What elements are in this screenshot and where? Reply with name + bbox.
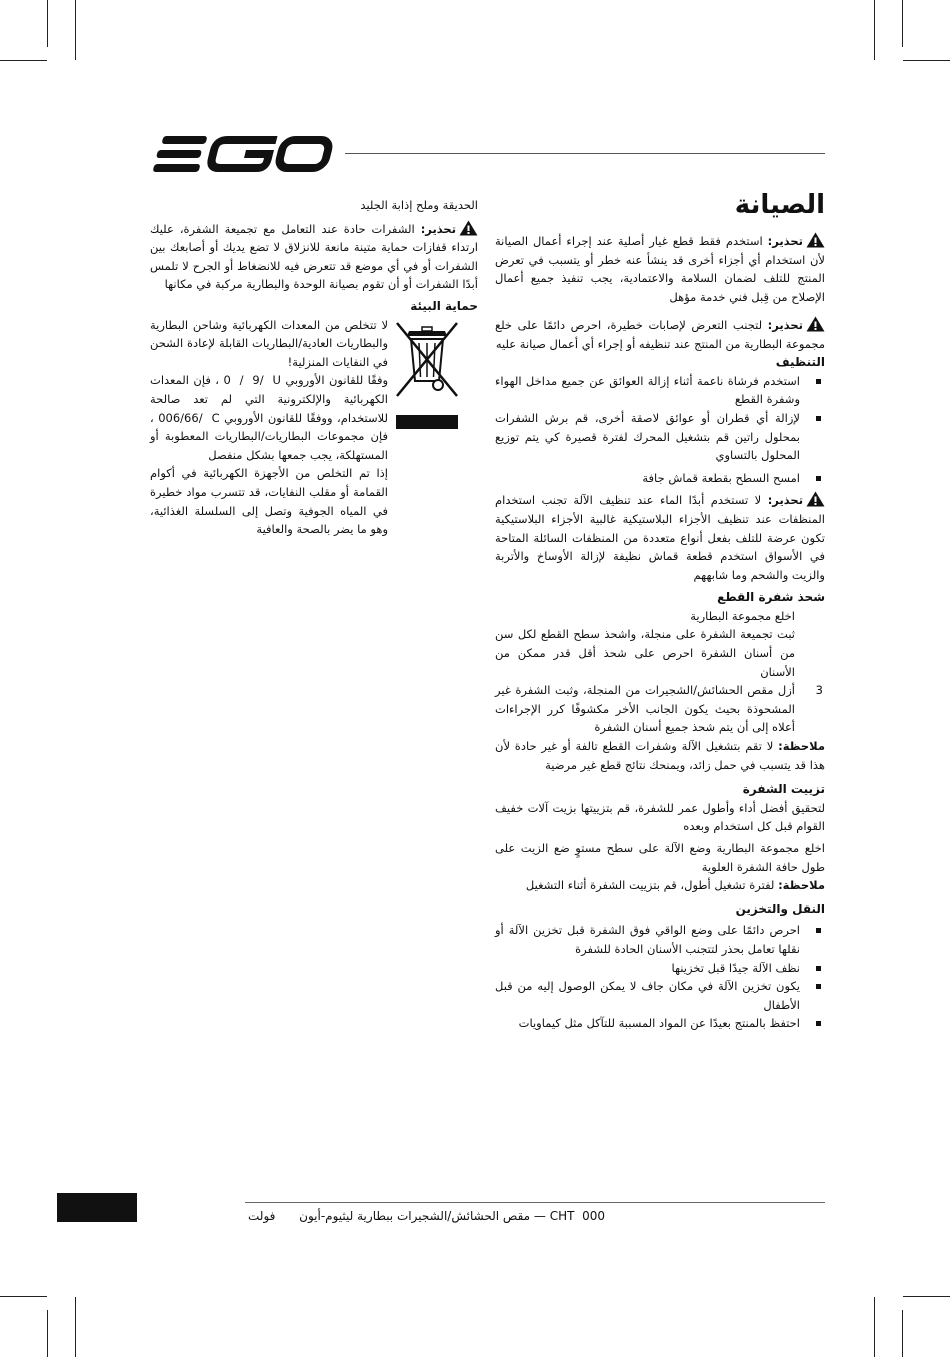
bullet-square-icon — [816, 928, 821, 933]
list-item — [495, 372, 825, 409]
lubrication-paragraph: لتحقيق أفضل أداء وأطول عمر للشفرة، قم بتزييتها بزيت آلات خفيف القوام قبل كل استخدام وبعده — [495, 800, 825, 834]
list-item — [495, 1014, 825, 1033]
bullet-square-icon — [816, 476, 821, 481]
list-item-text: امسح السطح بقطعة قماش جافة — [642, 470, 800, 485]
lubrication-heading: تزييت الشفرة — [742, 782, 825, 797]
directive-batteries: 006/66/ C — [158, 410, 220, 425]
warning-triangle-icon — [806, 316, 825, 332]
bullet-square-icon — [816, 416, 821, 421]
warning-label: تحذير: — [767, 317, 803, 332]
transport-list — [495, 921, 825, 1033]
separate-collection-bar — [396, 415, 458, 429]
cleaning-heading: التنظيف — [775, 355, 825, 370]
logo-o-shape — [278, 140, 331, 168]
warning-triangle-icon — [806, 491, 825, 507]
footer-rule — [245, 1202, 825, 1203]
environment-icon-block — [388, 316, 478, 539]
maintenance-column — [495, 188, 825, 1033]
lubrication-note — [495, 876, 825, 895]
warning-triangle-icon — [806, 232, 825, 248]
step-item — [495, 625, 825, 681]
crossed-out-wheelie-bin-icon — [394, 320, 460, 398]
list-item-text: احتفظ بالمنتج بعيدًا عن المواد المسببة للتآكل مثل كيماويات — [518, 1016, 800, 1031]
environment-text-part: ، فإن مجموعات البطاريات/البطاريات المعطوبة أو المستهلكة، يجب جمعها بشكل منفصل — [150, 410, 388, 462]
list-item — [495, 977, 825, 1014]
logo-e-bar-top — [162, 136, 208, 144]
page-title: الصيانة — [734, 190, 825, 220]
list-item-text: لإزالة أي قطران أو عوائق لاصقة أخرى، قم برش الشفرات بمحلول راتين قم بتشغيل المحرك لفترة قصيرة كي يتم توزيع المحلول بالتساوي — [495, 410, 800, 463]
footer-product-line — [299, 1208, 605, 1224]
step-number: 3 — [815, 683, 823, 698]
step-text: أزل مقص الحشائش/الشجيرات من المنجلة، وثبت الشفرة غير المشحوذة بحيث يكون الجانب الأخر مكشوفًا كرر الإجراءات أعلاه إلى أن يتم شحذ جميع أسنان الشفرة — [495, 683, 795, 735]
step-text: ثبت تجميعة الشفرة على منجلة، واشحذ سطح القطع لكل سن من أسنان الشفرة احرص على شحذ أقل قدر ممكن من الأسنان — [495, 627, 795, 679]
continued-text: الحديقة وملح إذابة الجليد — [360, 198, 478, 212]
directive-weee: 0 / 9/ U — [223, 373, 281, 388]
environment-paragraph — [150, 371, 388, 464]
logo-g-shape — [210, 140, 277, 168]
footer-model: CHT 000 — [549, 1209, 605, 1223]
warning-triangle-icon — [459, 220, 478, 236]
list-item — [495, 921, 825, 958]
environment-paragraph: إذا تم التخلص من الأجهزة الكهربائية في أكوام القمامة أو مقلب النفايات، قد تتسرب مواد خطيرة في المياه الجوفية وتصل إلى السلسلة الغذائية، وهو ما يضر بالصحة والعافية — [150, 466, 388, 537]
list-item — [495, 469, 825, 488]
environment-text — [150, 316, 388, 539]
bullet-square-icon — [816, 984, 821, 989]
list-item-text: استخدم فرشاة ناعمة أثناء إزالة العوائق عن جميع مداخل الهواء وشفرة القطع — [495, 373, 800, 407]
transport-heading: النقل والتخزين — [735, 901, 825, 916]
note-label: ملاحظة: — [778, 739, 826, 754]
warning-text: استخدم فقط قطع غيار أصلية عند إجراء أعمال الصيانة لأن استخدام أي أجزاء أخرى قد ينشأ عنه خطر أو يتسبب في تعرض المنتج للتلف لضمان السلامة والاعتمادية، يجب تنفيذ جميع أعمال الإصلاح من قِبل فني خدمة مؤهل — [495, 234, 825, 304]
logo-e-bar-middle — [156, 150, 202, 158]
continuation-column — [150, 196, 478, 539]
header-rule — [345, 153, 825, 154]
list-item-text: نظف الآلة جيدًا قبل تخزينها — [671, 960, 800, 975]
footer-volt: فولت — [248, 1209, 276, 1223]
lubrication-paragraph: اخلع مجموعة البطارية وضع الآلة على سطح مستوٍ ضع الزيت على طول حافة الشفرة العلوية — [495, 841, 825, 874]
step-item — [495, 607, 825, 626]
bullet-square-icon — [816, 379, 821, 384]
sharpening-note — [495, 737, 825, 774]
warning-remove-battery — [495, 316, 825, 353]
page-number-box — [57, 1193, 137, 1222]
step-text: اخلع مجموعة البطارية — [690, 608, 795, 623]
environment-heading: حماية البيئة — [410, 298, 478, 313]
environment-text-part: ، فإن المعدات الكهربائية والإلكترونية التي لم تعد صالحة للاستخدام، ووفقًا للقانون الأوروبي — [150, 373, 388, 425]
footer-title: مقص الحشائش/الشجيرات ببطارية ليثيوم-أيون — [299, 1209, 531, 1223]
environment-paragraph: لا تتخلص من المعدات الكهربائية وشاحن البطارية والبطاريات العادية/البطاريات القابلة لإعادة الشحن في النفايات المنزلية! — [150, 317, 388, 369]
warning-label: تحذير: — [767, 234, 803, 248]
bullet-square-icon — [816, 966, 821, 971]
warning-text: الشفرات حادة عند التعامل مع تجميعة الشفرة، عليك ارتداء قفازات حماية متينة مانعة للانزلاق لا تضع يديك أو أصابعك بين الشفرات أو في أي موضع قد تتعرض فيه للانضغاط أو الجرح لا تلمس أبدًا الشفرات أو أن تقوم بصيانة الوحدة والبطارية مركبة في مكانها — [150, 221, 478, 292]
logo-e-bar-bottom — [153, 164, 201, 172]
environment-text-part: وفقًا للقانون الأوروبي — [285, 373, 389, 388]
warning-spare-parts — [495, 232, 825, 306]
warning-label: تحذير: — [767, 493, 804, 508]
warning-text: لا تستخدم أبدًا الماء عند تنظيف الآلة تجنب استخدام المنظفات عند تنظيف الأجزاء البلاستيكية غالبية الأجزاء البلاستيكية تكون عرضة للتلف بفعل أنواع متعددة من المنظفات السائلة المتاحة في الأسواق استخدم قطعة قماش نظيفة لإزالة الأوساخ والأتربة والزيت والشحم وما شابههم — [495, 493, 825, 582]
list-item-text: احرص دائمًا على وضع الواقي فوق الشفرة قبل تخزين الآلة أو نقلها تعامل بحذر لتتجنب الأسنان الحادة للشفرة — [495, 923, 800, 956]
ego-logo — [148, 134, 338, 174]
bullet-square-icon — [816, 1021, 821, 1026]
warning-sharp-blades — [150, 220, 478, 294]
note-text: لا تقم بتشغيل الآلة وشفرات القطع تالفة أو غير حادة لأن هذا قد يتسبب في حمل زائد، ويمنحك نتائج قطع غير مرضية — [495, 739, 825, 772]
warning-cleaning — [495, 491, 825, 584]
cleaning-list — [495, 372, 825, 488]
list-item — [495, 959, 825, 978]
sharpening-heading: شحذ شفرة القطع — [717, 590, 825, 605]
environment-section — [150, 316, 478, 539]
step-item — [495, 681, 825, 737]
warning-label: تحذير: — [420, 221, 457, 236]
list-item-text: يكون تخزين الآلة في مكان جاف لا يمكن الوصول إليه من قبل الأطفال — [495, 979, 800, 1012]
warning-text: لتجنب التعرض لإصابات خطيرة، احرص دائمًا على خلع مجموعة البطارية من المنتج عند تنظيفه أو إجراء أي أعمال صيانة عليه — [495, 317, 825, 351]
sharpening-steps — [495, 607, 825, 737]
footer-separator: — — [533, 1209, 546, 1223]
list-item — [495, 409, 825, 465]
note-label: ملاحظة: — [778, 878, 825, 893]
note-text: لفترة تشغيل أطول، قم بتزييت الشفرة أثناء التشغيل — [525, 878, 775, 893]
